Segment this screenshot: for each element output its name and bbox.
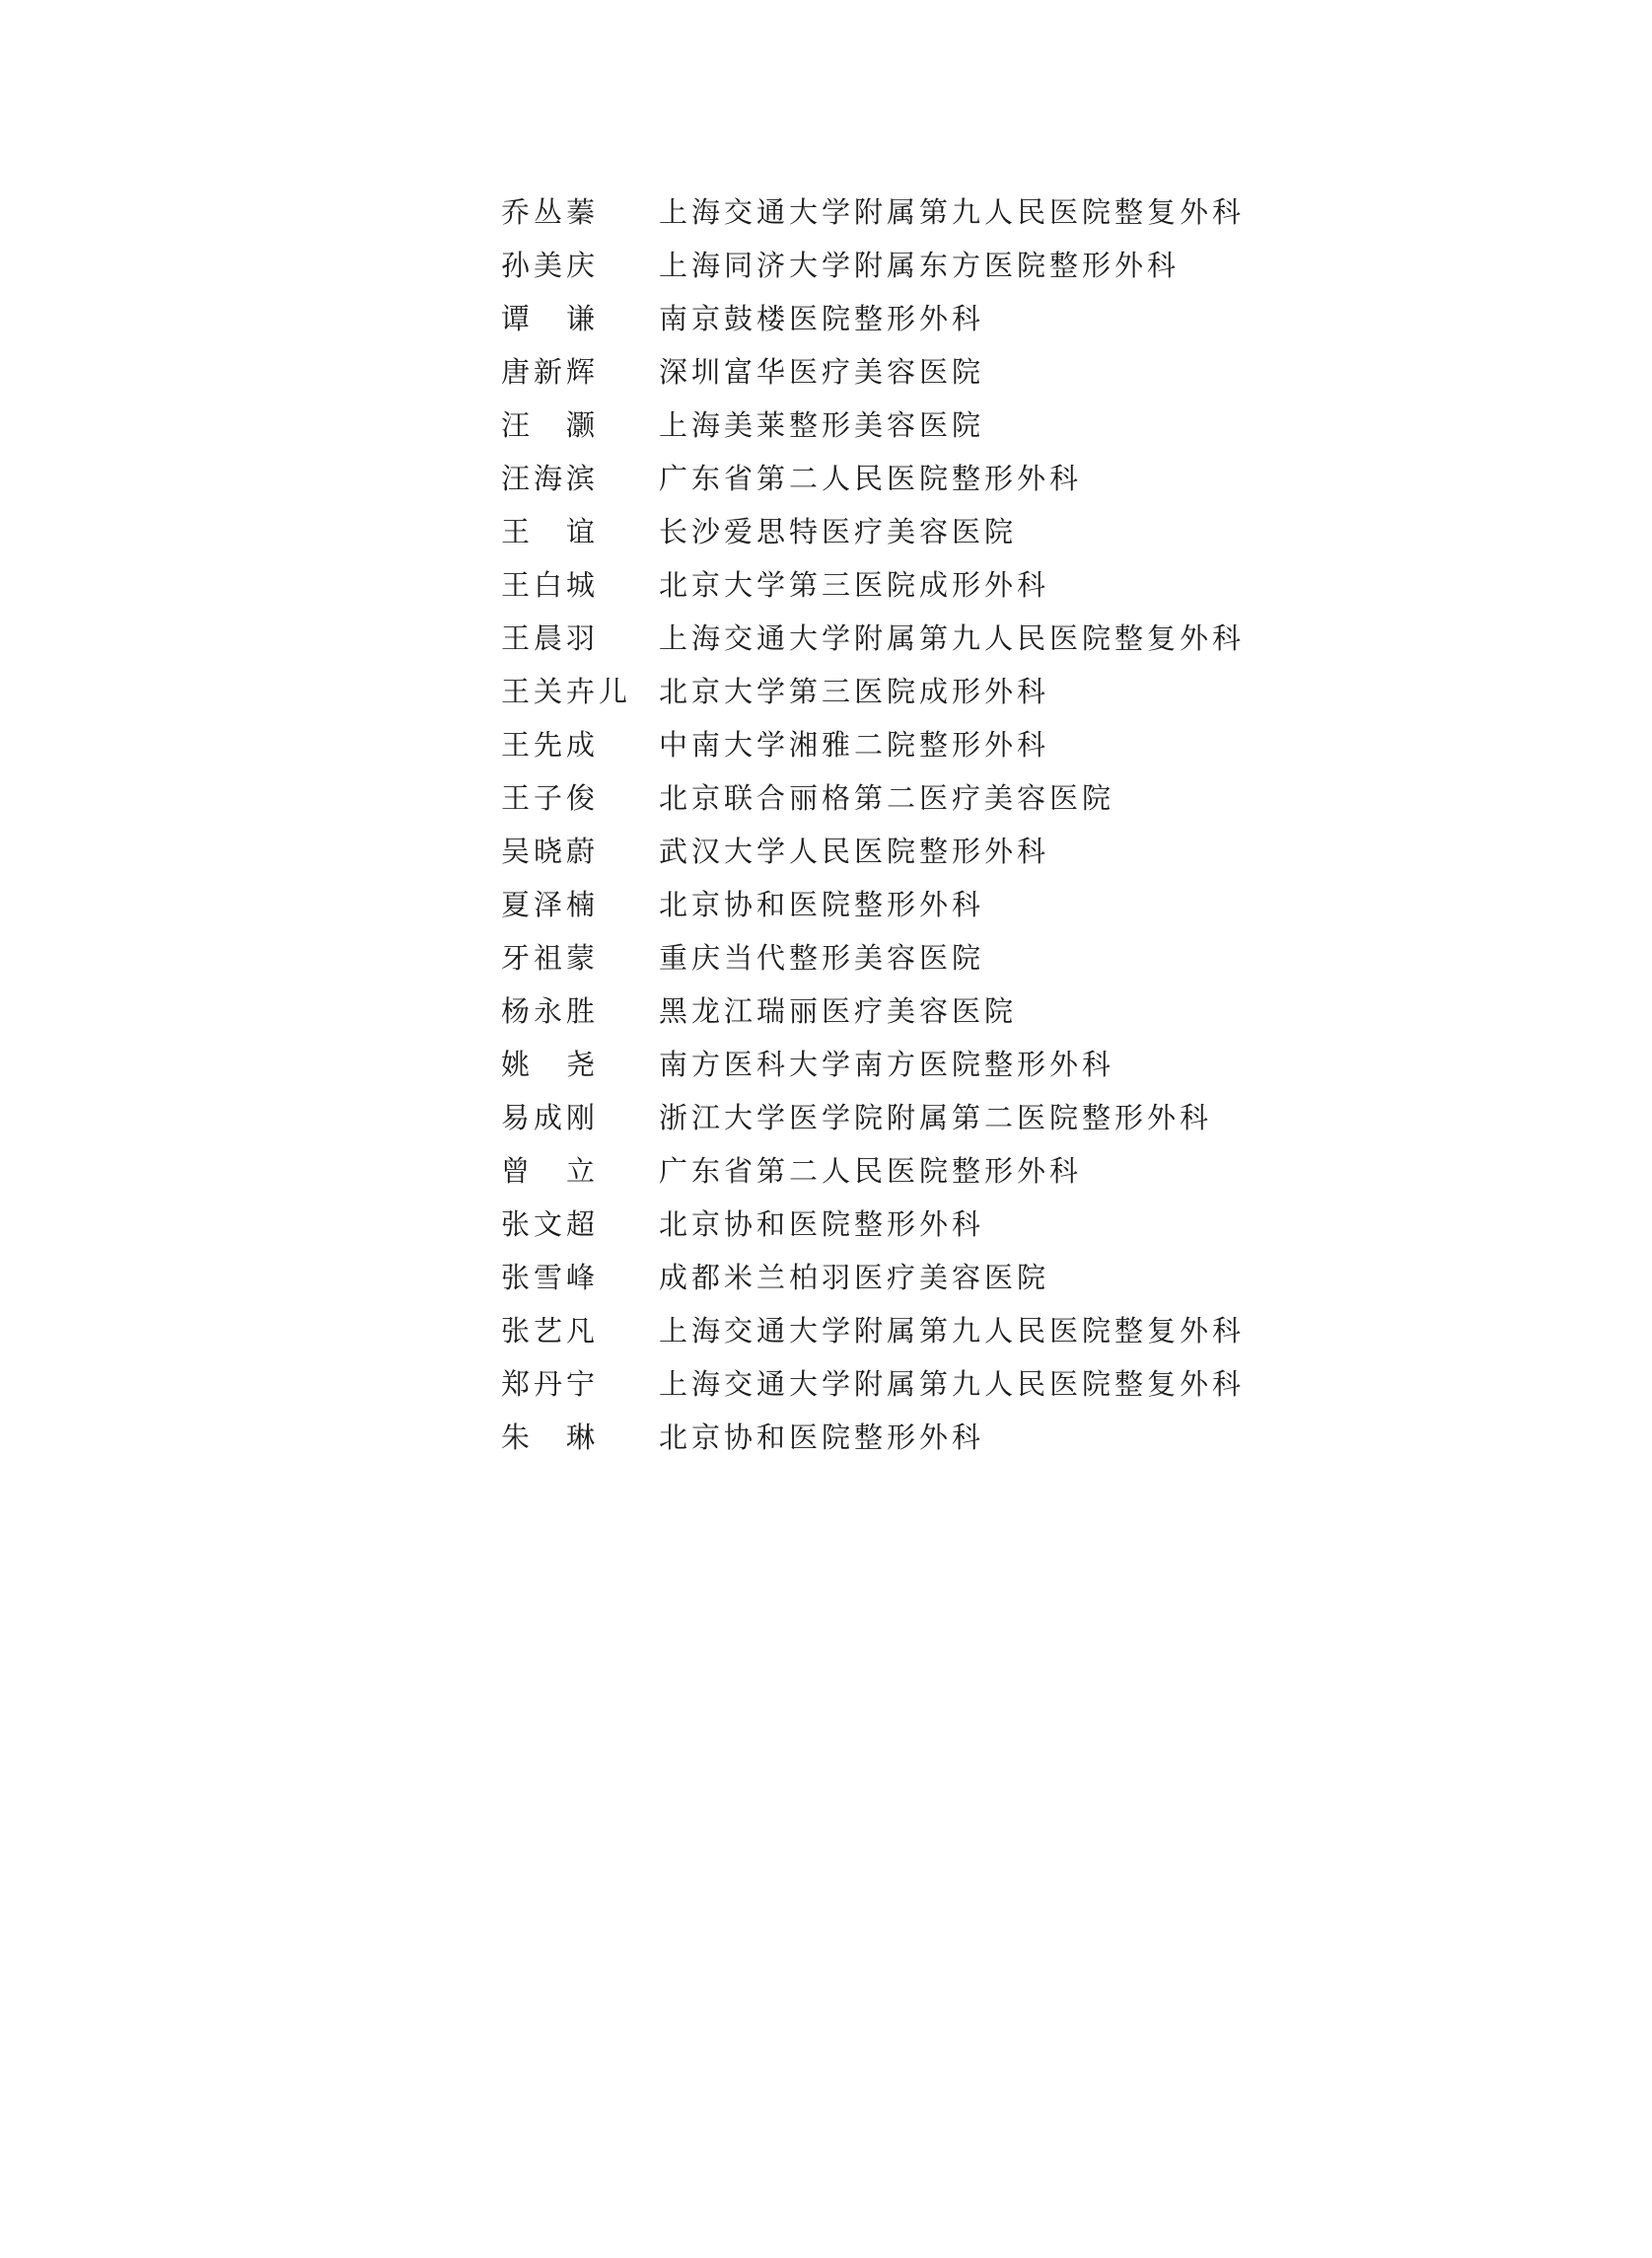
person-name: 王 谊 [501,514,600,548]
list-item [501,399,1389,452]
institution-name: 长沙爱思特医疗美容医院 [659,514,1018,548]
institution-name: 深圳富华医疗美容医院 [659,354,985,389]
institution-name: 重庆当代整形美容医院 [659,940,985,975]
person-name: 姚 尧 [501,1047,600,1081]
list-item [501,239,1389,292]
list-item [501,771,1389,825]
institution-name: 成都米兰柏羽医疗美容医院 [659,1260,1050,1294]
list-item [501,185,1389,239]
person-name: 朱 琳 [501,1420,600,1454]
list-item [501,345,1389,399]
list-item [501,1091,1389,1144]
institution-name: 武汉大学人民医院整形外科 [659,834,1050,868]
person-name: 王关卉儿 [501,674,632,708]
person-name: 吴晓蔚 [501,834,600,868]
person-name: 王晨羽 [501,620,600,655]
list-item [501,292,1389,345]
institution-name: 黑龙江瑞丽医疗美容医院 [659,993,1018,1028]
person-name: 王子俊 [501,780,600,815]
person-name: 易成刚 [501,1100,600,1134]
institution-name: 上海交通大学附属第九人民医院整复外科 [659,1313,1246,1348]
institution-name: 上海交通大学附属第九人民医院整复外科 [659,620,1246,655]
list-item [501,1144,1389,1198]
institution-name: 南京鼓楼医院整形外科 [659,301,985,335]
list-item [501,1357,1389,1411]
person-name: 谭 谦 [501,301,600,335]
person-name: 孙美庆 [501,248,600,282]
list-item [501,718,1389,771]
institution-name: 北京协和医院整形外科 [659,1206,985,1241]
list-item [501,452,1389,505]
institution-name: 中南大学湘雅二院整形外科 [659,727,1050,762]
institution-name: 北京大学第三医院成形外科 [659,567,1050,602]
person-name: 夏泽楠 [501,887,600,921]
person-name: 唐新辉 [501,354,600,389]
person-name: 郑丹宁 [501,1366,600,1401]
institution-name: 北京协和医院整形外科 [659,1420,985,1454]
person-name: 汪 灏 [501,407,600,442]
person-name: 张艺凡 [501,1313,600,1348]
list-item [501,665,1389,718]
institution-name: 上海美莱整形美容医院 [659,407,985,442]
person-name: 张文超 [501,1206,600,1241]
list-item [501,1198,1389,1251]
person-name: 杨永胜 [501,993,600,1028]
person-name: 曾 立 [501,1153,600,1188]
member-list [501,185,1389,1464]
person-name: 王白城 [501,567,600,602]
institution-name: 上海同济大学附属东方医院整形外科 [659,248,1181,282]
institution-name: 上海交通大学附属第九人民医院整复外科 [659,194,1246,229]
institution-name: 北京大学第三医院成形外科 [659,674,1050,708]
institution-name: 北京协和医院整形外科 [659,887,985,921]
institution-name: 广东省第二人民医院整形外科 [659,461,1083,495]
list-item [501,878,1389,931]
person-name: 王先成 [501,727,600,762]
list-item [501,1304,1389,1357]
list-item [501,931,1389,984]
list-item [501,1411,1389,1464]
list-item [501,1251,1389,1304]
institution-name: 上海交通大学附属第九人民医院整复外科 [659,1366,1246,1401]
person-name: 汪海滨 [501,461,600,495]
list-item [501,984,1389,1038]
institution-name: 浙江大学医学院附属第二医院整形外科 [659,1100,1213,1134]
list-item [501,558,1389,612]
institution-name: 北京联合丽格第二医疗美容医院 [659,780,1115,815]
list-item [501,1038,1389,1091]
list-item [501,612,1389,665]
list-item [501,505,1389,558]
institution-name: 广东省第二人民医院整形外科 [659,1153,1083,1188]
institution-name: 南方医科大学南方医院整形外科 [659,1047,1115,1081]
list-item [501,825,1389,878]
person-name: 乔丛蓁 [501,194,600,229]
person-name: 牙祖蒙 [501,940,600,975]
person-name: 张雪峰 [501,1260,600,1294]
